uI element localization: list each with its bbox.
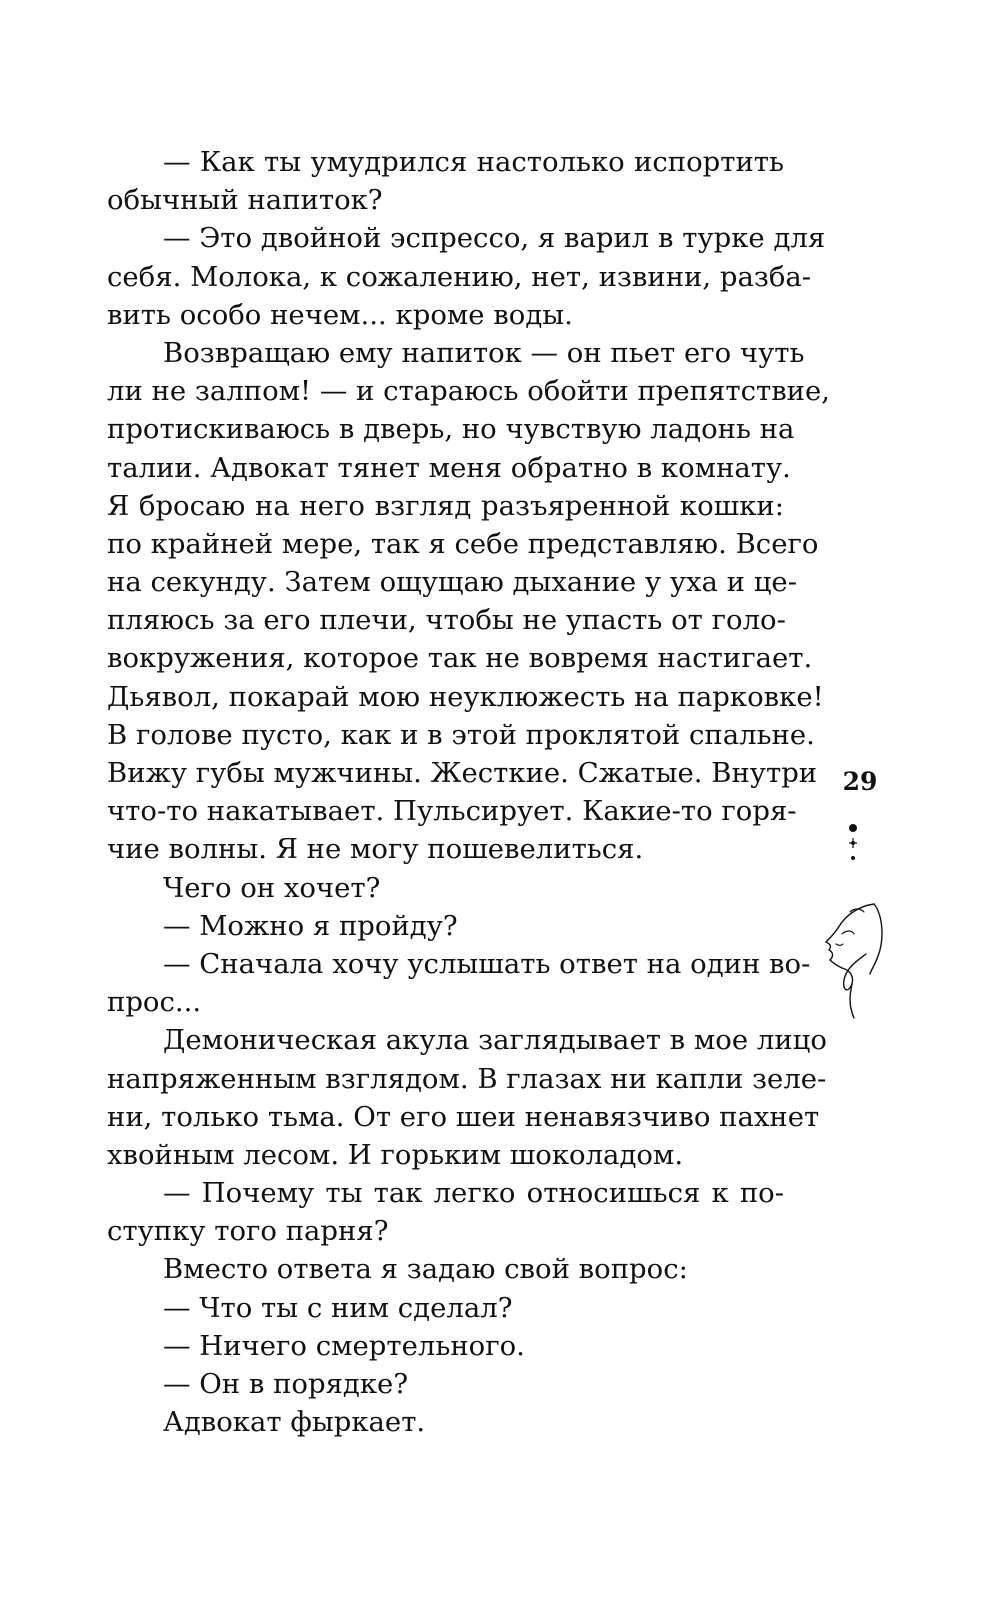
text-line: — Почему ты так легко относишься к по-: [163, 1177, 784, 1210]
text-line: вить особо нечем... кроме воды.: [107, 298, 573, 331]
text-line: хвойным лесом. И горьким шоколадом.: [107, 1138, 684, 1171]
body-text: [107, 143, 831, 1441]
text-line: прос...: [107, 986, 202, 1019]
text-line: — Ничего смертельного.: [163, 1329, 525, 1362]
text-line: по крайней мере, так я себе представляю. Всего: [107, 527, 819, 560]
text-line: Демоническая акула заглядывает в мое лицо: [163, 1024, 827, 1057]
text-line: пляюсь за его плечи, чтобы не упасть от голо-: [107, 604, 786, 637]
text-line: на секунду. Затем ощущаю дыхание у уха и це-: [107, 566, 797, 599]
text-line: ли не залпом! — и стараюсь обойти препятствие,: [107, 375, 831, 408]
text-line: Вижу губы мужчины. Жесткие. Сжатые. Внутри: [107, 757, 818, 789]
text-line: талии. Адвокат тянет меня обратно в комнату.: [107, 451, 791, 484]
face-line-art-icon: [812, 818, 892, 1028]
text-line: Чего он хочет?: [163, 871, 381, 904]
text-line: — Можно я пройду?: [163, 909, 458, 942]
text-line: чие волны. Я не могу пошевелиться.: [107, 833, 644, 866]
text-line: вокружения, которое так не вовремя настигает.: [107, 642, 813, 675]
text-line: — Что ты с ним сделал?: [163, 1291, 513, 1324]
text-line: себя. Молока, к сожалению, нет, извини, разба-: [107, 260, 812, 293]
text-line: — Он в порядке?: [163, 1368, 409, 1400]
text-line: Адвокат фыркает.: [163, 1406, 426, 1439]
text-line: напряженным взглядом. В глазах ни капли зеле-: [107, 1062, 827, 1095]
text-line: протискиваюсь в дверь, но чувствую ладонь на: [107, 413, 795, 446]
text-line: Дьявол, покарай мою неуклюжесть на парковке!: [107, 680, 824, 713]
text-line: Вместо ответа я задаю свой вопрос:: [163, 1253, 688, 1286]
text-line: ступку того парня?: [107, 1215, 389, 1248]
text-line: — Это двойной эспрессо, я варил в турке для: [163, 222, 826, 255]
text-line: что-то накатывает. Пульсирует. Какие-то горя-: [107, 795, 797, 828]
text-line: Возвращаю ему напиток — он пьет его чуть: [163, 336, 805, 369]
text-line: обычный напиток?: [107, 184, 383, 217]
text-line: Я бросаю на него взгляд разъяренной кошки:: [107, 489, 784, 522]
text-line: ни, только тьма. От его шеи ненавязчиво пахнет: [107, 1100, 820, 1133]
text-line: В голове пусто, как и в этой проклятой спальне.: [107, 718, 815, 751]
text-line: — Сначала хочу услышать ответ на один во-: [163, 947, 811, 980]
text-line: — Как ты умудрился настолько испортить: [163, 146, 784, 178]
page-number: 29: [842, 767, 878, 796]
